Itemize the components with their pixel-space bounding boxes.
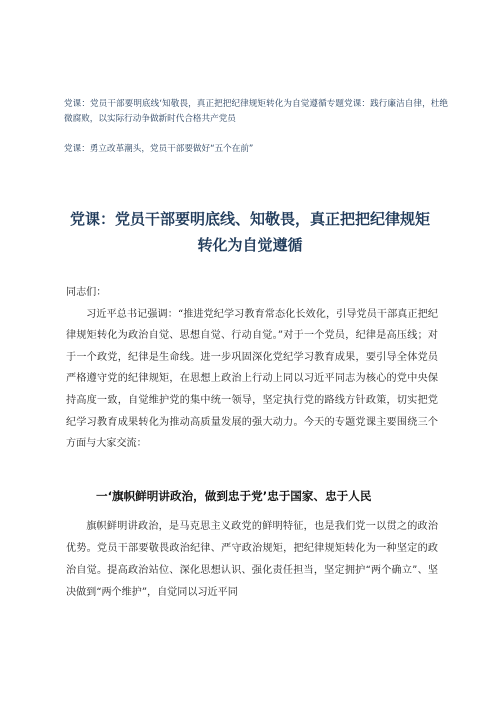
- section-heading: 一‘旗帜鲜明讲政治，做到忠于党’忠于国家、忠于人民: [96, 489, 372, 503]
- related-document-link[interactable]: 党课：勇立改革潮头，党员干部要做好“五个在前”: [64, 144, 254, 154]
- document-body: [66, 282, 438, 455]
- title-line: 转化为自觉遵循: [197, 236, 303, 254]
- related-documents-list: [64, 97, 448, 157]
- document-body-continued: [66, 516, 438, 604]
- greeting: 同志们：: [66, 287, 107, 298]
- title-line: 党课：党员干部要明底线、知敬畏，真正把把纪律规矩: [69, 210, 430, 228]
- paragraph: 旗帜鲜明讲政治，是马克思主义政党的鲜明特征，也是我们党一以贯之的政治优势。党员干部要敬畏政治纪律、严守政治规矩，把纪律规矩转化为一种坚定的政治自觉。提高政治站位、深化思想认识、强化责任担当，坚定拥护“两个确立”、坚决做到“两个维护”，自觉同以习近平同: [66, 521, 438, 598]
- paragraph: 习近平总书记强调：“推进党纪学习教育常态化长效化，引导党员干部真正把纪律规矩转化为政治自觉、思想自觉、行动自觉。”对于一个党员，纪律是高压线；对于一个政党，纪律是生命线。进一步巩固深化党纪学习教育成果，要引导全体党员严格遵守党的纪律规矩，在思想上政治上行动上同以习近平同志为核心的党中央保持高度一致，自觉维护党的集中统一领导，坚定执行党的路线方针政策，切实把党纪学习教育成果转化为推动高质量发展的强大动力。今天的专题党课主要围绕三个方面与大家交流：: [66, 308, 438, 450]
- related-document-link[interactable]: 党课：党员干部要明底线‘知敬畏，真正把把纪律规矩转化为自觉遵循专题党课：践行廉洁自律，杜绝微腐败，以实际行动争做新时代合格共产党员: [64, 99, 448, 124]
- document-title: [60, 206, 440, 258]
